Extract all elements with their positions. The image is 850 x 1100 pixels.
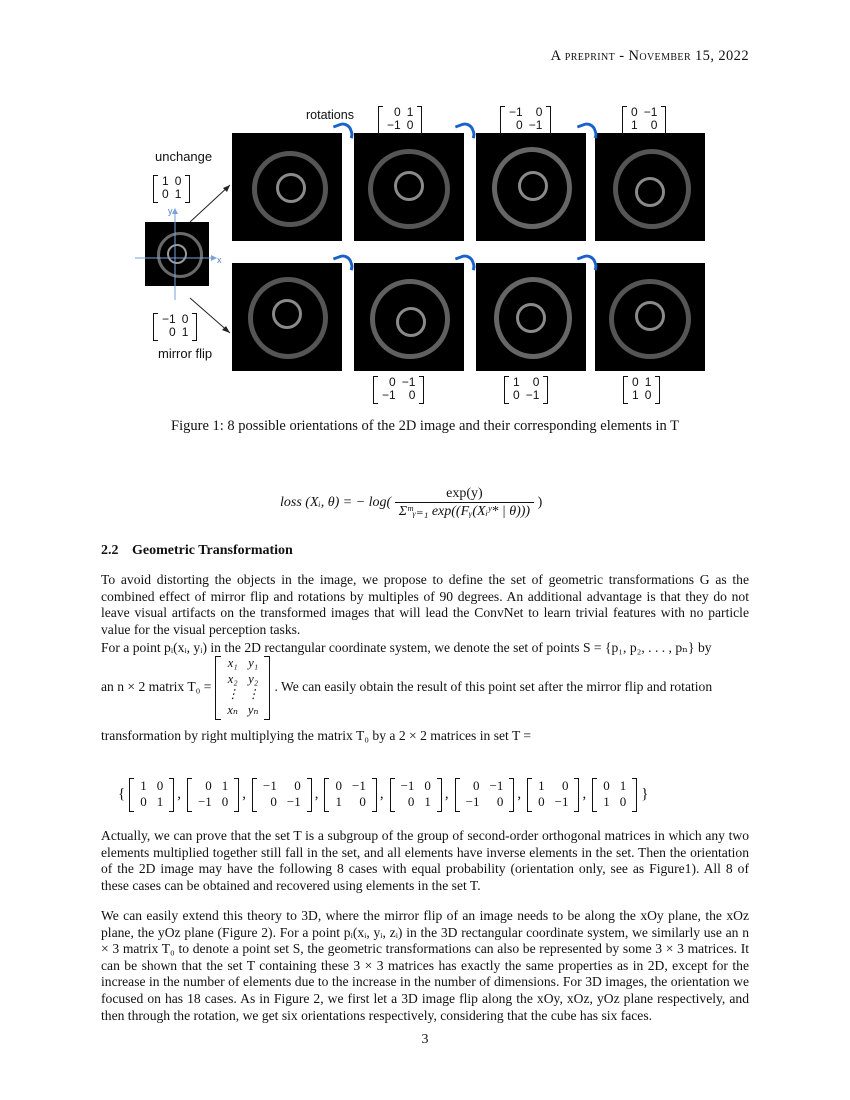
set-t-element	[252, 778, 312, 810]
set-t-element	[324, 778, 376, 810]
matrix-cell: −1	[400, 778, 415, 793]
matrix-cell: x₁	[227, 656, 238, 670]
set-separator: ,	[444, 785, 449, 802]
matrix-cell: 1	[140, 778, 147, 793]
set-t-element	[187, 778, 239, 810]
matrix-cell: 0	[406, 118, 414, 132]
matrix-cell: 0	[221, 794, 229, 809]
matrix-bracket-left	[592, 778, 597, 812]
set-close-brace: }	[641, 785, 649, 802]
bottom-matrix-1	[373, 376, 424, 402]
set-t-element	[390, 778, 442, 810]
image-bottom-3	[476, 263, 586, 371]
matrix-cell: 1	[603, 794, 610, 809]
section-heading	[101, 543, 293, 559]
paragraph-4: We can easily extend this theory to 3D, where the mirror flip of an image needs to be along the xOy plane, the xOz plane, the yOz plane (Figure 2). For a point pᵢ(xᵢ, yᵢ, zᵢ) in the 3D rectangular coordinate system, we similarly use an n × 3 matrix T₀ to denote a point set S, the geometric transformations can also be represented by some 3 × 3 matrices. It can be shown that the set T containing these 3 × 3 matrices has exactly the same properties as in 2D, except for the increase in the number of elements due to the increase in the number of dimensions. For 3D images, the orientation we focused on has 18 cases. As in Figure 2, we first let a 3D image flip along the xOy, xOz, yOz plane respectively, and then through the rotation, we get six orientations respectively, considering that the cube has six faces.	[101, 908, 749, 1023]
matrix-bracket-left	[390, 778, 395, 812]
matrix-cell: 0	[532, 375, 540, 389]
matrix-cell: −1	[509, 105, 523, 119]
matrix-cell: −1	[465, 794, 480, 809]
matrix-cell: −1	[489, 778, 504, 793]
matrix-cell: 0	[644, 388, 652, 402]
matrix-bracket-right	[169, 778, 174, 812]
set-separator: ,	[517, 785, 522, 802]
set-separator: ,	[582, 785, 587, 802]
matrix-cell: 1	[156, 794, 164, 809]
rotations-label: rotations	[306, 108, 354, 122]
matrix-bracket-left	[504, 376, 509, 404]
matrix-bracket-left	[378, 106, 383, 134]
matrix-cell: 0	[538, 794, 545, 809]
paragraph-2-line-3: transformation by right multiplying the matrix T₀ by a 2 × 2 matrices in set T =	[101, 728, 532, 743]
paragraph-2-t0-text: an n × 2 matrix T₀ =	[101, 679, 212, 694]
loss-equation	[280, 486, 542, 520]
set-separator: ,	[242, 785, 247, 802]
matrix-bracket-left	[455, 778, 460, 812]
page-number: 3	[421, 1032, 429, 1047]
matrix-cell: ⋮	[246, 687, 260, 701]
matrix-cell: 0	[174, 174, 182, 188]
matrix-bracket-left	[153, 313, 158, 341]
matrix-cell: 1	[538, 778, 545, 793]
matrix-cell: yₙ	[247, 702, 259, 717]
set-t-element	[129, 778, 174, 810]
set-t-matrices	[118, 778, 648, 810]
matrix-bracket-left	[500, 106, 505, 134]
matrix-cell: 0	[408, 388, 416, 402]
set-open-brace: {	[118, 785, 126, 802]
matrix-cell: −1	[401, 375, 416, 389]
matrix-cell: 0	[270, 794, 277, 809]
matrix-bracket-right	[661, 106, 666, 134]
matrix-cell: 0	[424, 778, 431, 793]
running-header: A preprint - November 15, 2022	[550, 48, 749, 64]
matrix-cell: 0	[162, 187, 169, 201]
matrix-bracket-left	[324, 778, 329, 812]
matrix-bracket-right	[264, 656, 270, 720]
matrix-bracket-left	[215, 656, 221, 720]
matrix-cell: 0	[535, 105, 543, 119]
matrix-cell: −1	[554, 794, 569, 809]
matrix-cell: 0	[561, 778, 569, 793]
matrix-cell: 0	[619, 794, 627, 809]
matrix-cell: −1	[162, 312, 176, 326]
matrix-cell: 1	[513, 375, 520, 389]
paragraph-2-continuation: . We can easily obtain the result of this point set after the mirror flip and rotation	[274, 679, 713, 694]
top-matrix-3	[622, 106, 666, 132]
set-separator: ,	[177, 785, 181, 802]
matrix-cell: 0	[603, 778, 610, 793]
bottom-matrix-3	[623, 376, 660, 402]
matrix-cell: 0	[389, 375, 396, 389]
matrix-bracket-left	[252, 778, 257, 812]
matrix-cell: 1	[619, 778, 627, 793]
paragraph-2-matrix-line	[101, 656, 761, 718]
bottom-matrix-2	[504, 376, 548, 402]
matrix-cell: 1	[162, 174, 169, 188]
matrix-cell: −1	[286, 794, 301, 809]
matrix-cell: 0	[516, 118, 523, 132]
section-title: Geometric Transformation	[132, 543, 293, 558]
image-top-2	[354, 133, 464, 241]
matrix-bracket-right	[543, 376, 548, 404]
equation-close: )	[537, 495, 543, 511]
matrix-cell: 1	[644, 375, 652, 389]
matrix-cell: y₁	[248, 656, 259, 670]
matrix-cell: −1	[387, 118, 401, 132]
matrix-bracket-left	[622, 106, 627, 134]
paragraph-2-line-1: For a point pᵢ(xᵢ, yᵢ) in the 2D rectangular coordinate system, we denote the set of points S = {p₁, p₂, . . . , pₙ} by	[101, 640, 712, 655]
matrix-cell: 0	[650, 118, 658, 132]
image-bottom-2	[354, 263, 464, 371]
paragraph-1: To avoid distorting the objects in the image, we propose to define the set of geometric transformations G as the combined effect of mirror flip and rotations by multiples of 90 degrees. An additional advantage is that they do not leave visual artifacts on the transformed images that will lead the ConvNet to learn trivial features with no particle value for the visual perception tasks.	[101, 572, 749, 637]
set-t-element	[455, 778, 515, 810]
matrix-cell: 1	[406, 105, 414, 119]
matrix-cell: −1	[382, 388, 396, 402]
matrix-bracket-right	[372, 778, 377, 812]
matrix-cell: 1	[632, 388, 639, 402]
matrix-cell: −1	[263, 778, 277, 793]
matrix-cell: 1	[174, 187, 182, 201]
figure-caption: Figure 1: 8 possible orientations of the 2D image and their corresponding elements in T	[171, 418, 679, 434]
matrix-bracket-right	[234, 778, 239, 812]
unchange-label: unchange	[155, 149, 213, 164]
matrix-cell: −1	[643, 105, 658, 119]
matrix-cell: 0	[294, 778, 301, 793]
set-separator: ,	[314, 785, 319, 802]
matrix-bracket-right	[437, 778, 442, 812]
matrix-cell: −1	[528, 118, 543, 132]
matrix-cell: 0	[632, 375, 639, 389]
top-matrix-1	[378, 106, 422, 132]
equation-numerator: exp(y)	[395, 486, 534, 503]
matrix-cell: ⋮	[226, 687, 239, 701]
matrix-bracket-right	[509, 778, 514, 812]
set-separator: ,	[379, 785, 384, 802]
matrix-bracket-right	[417, 106, 422, 134]
set-t-element	[527, 778, 579, 810]
matrix-cell: 0	[496, 794, 504, 809]
matrix-cell: 1	[181, 325, 189, 339]
matrix-bracket-left	[187, 778, 192, 812]
matrix-cell: 0	[169, 325, 176, 339]
image-top-4	[595, 133, 705, 241]
matrix-cell: 0	[181, 312, 189, 326]
matrix-cell: 0	[513, 388, 520, 402]
matrix-cell: 0	[205, 778, 212, 793]
matrix-cell: 0	[407, 794, 415, 809]
image-top-3	[476, 133, 586, 241]
matrix-cell: 1	[631, 118, 638, 132]
x-axis-label: x	[217, 255, 222, 265]
set-t-element	[592, 778, 637, 810]
matrix-cell: 1	[424, 794, 431, 809]
matrix-cell: xₙ	[227, 702, 238, 717]
matrix-cell: 0	[394, 105, 401, 119]
matrix-bracket-right	[574, 778, 579, 812]
matrix-cell: y₂	[248, 671, 259, 686]
matrix-bracket-left	[153, 175, 158, 203]
matrix-cell: 0	[335, 778, 342, 793]
matrix-bracket-right	[655, 376, 660, 404]
equation-lhs: loss (Xᵢ, θ) = − log(	[280, 495, 392, 511]
matrix-bracket-right	[419, 376, 424, 404]
matrix-bracket-left	[623, 376, 628, 404]
matrix-cell: 1	[335, 794, 342, 809]
equation-denominator: Σᵐᵧ₌₁ exp((Fᵧ(Xᵢʸ* | θ)))	[398, 504, 531, 519]
matrix-bracket-right	[307, 778, 312, 812]
paragraph-3: Actually, we can prove that the set T is a subgroup of the group of second-order orthogonal matrices in which any two elements multiplied together still fall in the set, and all elements have inverse elements in the set. Then the orientation of the 2D image may have the following 8 cases with equal probability (orientation only, see as Figure1). All 8 of these cases can be obtained and recovered using elements in the set T.	[101, 828, 749, 893]
matrix-bracket-left	[527, 778, 532, 812]
mirror-flip-label: mirror flip	[158, 346, 213, 361]
top-matrix-2	[500, 106, 551, 132]
section-number: 2.2	[101, 543, 119, 558]
matrix-cell: x₂	[227, 671, 238, 686]
matrix-cell: 0	[156, 778, 164, 793]
matrix-cell: 0	[473, 778, 480, 793]
matrix-cell: 0	[359, 794, 366, 809]
t0-matrix	[215, 656, 270, 718]
matrix-cell: 0	[631, 105, 638, 119]
y-axis-label: y	[168, 206, 173, 216]
matrix-cell: −1	[525, 388, 540, 402]
image-bottom-1	[232, 263, 342, 371]
matrix-cell: −1	[197, 794, 212, 809]
matrix-bracket-right	[632, 778, 637, 812]
matrix-bracket-left	[373, 376, 378, 404]
image-top-1	[232, 133, 342, 241]
matrix-cell: 0	[140, 794, 147, 809]
matrix-cell: −1	[351, 778, 366, 793]
matrix-bracket-right	[546, 106, 551, 134]
matrix-cell: 1	[221, 778, 229, 793]
matrix-bracket-left	[129, 778, 134, 812]
image-bottom-4	[595, 263, 705, 371]
